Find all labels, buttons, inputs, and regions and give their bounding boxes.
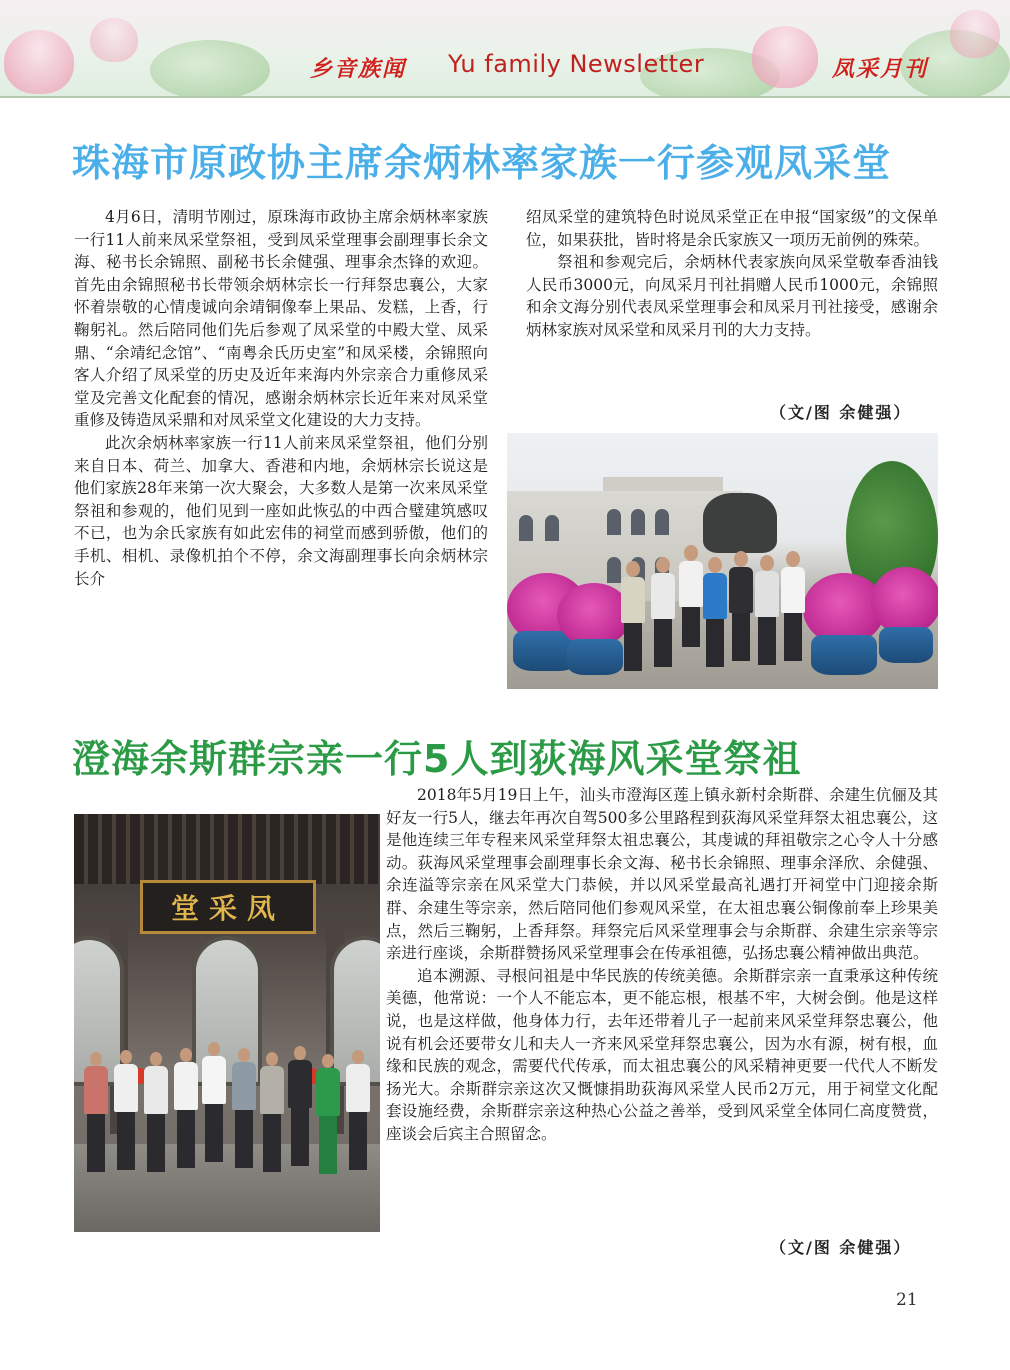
person	[679, 545, 703, 647]
person	[703, 557, 727, 667]
person	[316, 1054, 340, 1174]
person	[346, 1050, 370, 1170]
article-2-credit: （文/图 余健强）	[770, 1238, 912, 1257]
article-1-paragraph: 此次余炳林率家族一行11人前来凤采堂祭祖，他们分别来自日本、荷兰、加拿大、香港和内地，余炳林宗长说这是他们家族28年来第一次大聚会，大多数人是第一次来凤采堂祭祖和参观的，他们见到一座如此恢弘的中西合璧建筑感叹不已，也为余氏家族有如此宏伟的祠堂而感到骄傲，他们的手机、相机、录像机拍个不停，余文海副理事长向余炳林宗长介	[74, 433, 488, 588]
flower-pot	[567, 639, 623, 675]
newsletter-name: Yu family Newsletter	[448, 50, 705, 78]
article-1-right-column	[526, 206, 938, 342]
hall-plaque: 堂采凤	[140, 880, 316, 934]
person	[729, 551, 753, 661]
person	[781, 551, 805, 661]
header-magazine-label: 凤采月刊	[832, 57, 929, 82]
person	[144, 1052, 168, 1172]
person	[232, 1048, 256, 1168]
flower-pot	[811, 635, 877, 675]
hall-ceiling	[74, 814, 380, 884]
article-1-paragraph: 祭祖和参观完后，余炳林代表家族向凤采堂敬奉香油钱人民币3000元，向凤采月刊社捐赠人民币1000元，余锦照和余文海分别代表凤采堂理事会和凤采月刊社接受，感谢余炳林家族对凤采堂和凤采月刊的大力支持。	[526, 253, 938, 339]
person	[174, 1048, 198, 1168]
article-2-title: 澄海余斯群宗亲一行5人到荻海风采堂祭祖	[72, 737, 802, 781]
article-2-paragraph: 追本溯源、寻根问祖是中华民族的传统美德。余斯群宗亲一直秉承这种传统美德，他常说：一个人不能忘本，更不能忘根，根基不牢，大树会倒。他是这样说，也是这样做，他身体力行，去年还带着儿子一起前来风采堂拜祭忠襄公，他说有机会还要带女儿和夫人一齐来风采堂拜祭忠襄公，因为水有源，树有根，血缘和民族的观念，需要代代传承，而太祖忠襄公的风采精神更要一代代人不断发扬光大。余斯群宗亲这次又慨慷捐助荻海风采堂人民币2万元，用于祠堂文化配套设施经费，余斯群宗亲这种热心公益之善举，受到风采堂全体同仁高度赞赏，座谈会后宾主合照留念。	[386, 966, 938, 1143]
lotus-decoration	[752, 26, 818, 88]
article-2-paragraph: 2018年5月19日上午，汕头市澄海区莲上镇永新村余斯群、余建生伉俪及其好友一行5人，继去年再次自驾500多公里路程到荻海风采堂拜祭太祖忠襄公，这是他连续三年专程来风采堂拜祭太祖忠襄公，其虔诚的拜祖敬宗之心令人十分感动。荻海风采堂理事会副理事长余文海、秘书长余锦照、理事余泽欣、余健强、余连溢等宗亲在风采堂大门恭候，并以风采堂最高礼遇打开祠堂中门迎接余斯群、余建生等宗亲，然后陪同他们参观风采堂，在太祖忠襄公铜像前奉上珍果美点，然后三鞠躬，上香拜祭。拜祭完后风采堂理事会与余斯群、余建生宗亲等宗亲进行座谈，余斯群赞扬风采堂理事会在传承祖德，弘扬忠襄公精神做出典范。	[386, 786, 938, 963]
lotus-decoration	[950, 10, 1000, 58]
article-1-credit: （文/图 余健强）	[770, 403, 912, 422]
article-2-body	[386, 784, 938, 1146]
person	[621, 561, 645, 671]
person	[202, 1042, 226, 1162]
article-1-left-column	[74, 206, 488, 590]
header-banner	[0, 0, 1010, 98]
lotus-decoration	[90, 18, 138, 62]
article-2-group-photo	[74, 814, 380, 1232]
person	[288, 1046, 312, 1166]
lotus-decoration	[4, 30, 74, 94]
header-section-label: 乡音族闻	[310, 57, 407, 82]
article-1-title: 珠海市原政协主席余炳林率家族一行参观凤采堂	[72, 141, 892, 185]
flower-pot	[879, 627, 933, 663]
bronze-urn	[703, 493, 777, 553]
flower-bush	[871, 567, 938, 635]
leaf-decoration	[150, 40, 270, 98]
article-1-paragraph: 绍凤采堂的建筑特色时说凤采堂正在申报“国家级”的文保单位，如果获批，皆时将是余氏家族又一项历无前例的殊荣。	[526, 208, 938, 249]
article-1-group-photo	[507, 433, 938, 689]
person	[84, 1052, 108, 1172]
article-1-paragraph: 4月6日，清明节刚过，原珠海市政协主席余炳林率家族一行11人前来凤采堂祭祖，受到凤采堂理事会副理事长余文海、秘书长余锦照、副秘书长余健强、理事余杰锋的欢迎。首先由余锦照秘书长带领余炳林宗长一行拜祭忠襄公，大家怀着崇敬的心情虔诚向余靖铜像奉上果品、发糕，上香，行鞠躬礼。然后陪同他们先后参观了凤采堂的中殿大堂、凤采鼎、“余靖纪念馆”、“南粤余氏历史室”和凤采楼，余锦照向客人介绍了凤采堂的历史及近年来海内外宗亲合力重修凤采堂及完善文化配套的情况，感谢余炳林宗长近年来对凤采堂重修及铸造凤采鼎和对凤采堂文化建设的大力支持。	[74, 208, 488, 430]
page-number: 21	[896, 1290, 918, 1310]
person	[260, 1052, 284, 1172]
person	[755, 555, 779, 665]
flower-bush	[557, 583, 631, 647]
person	[651, 557, 675, 667]
header-divider	[0, 96, 1010, 98]
person	[114, 1050, 138, 1170]
